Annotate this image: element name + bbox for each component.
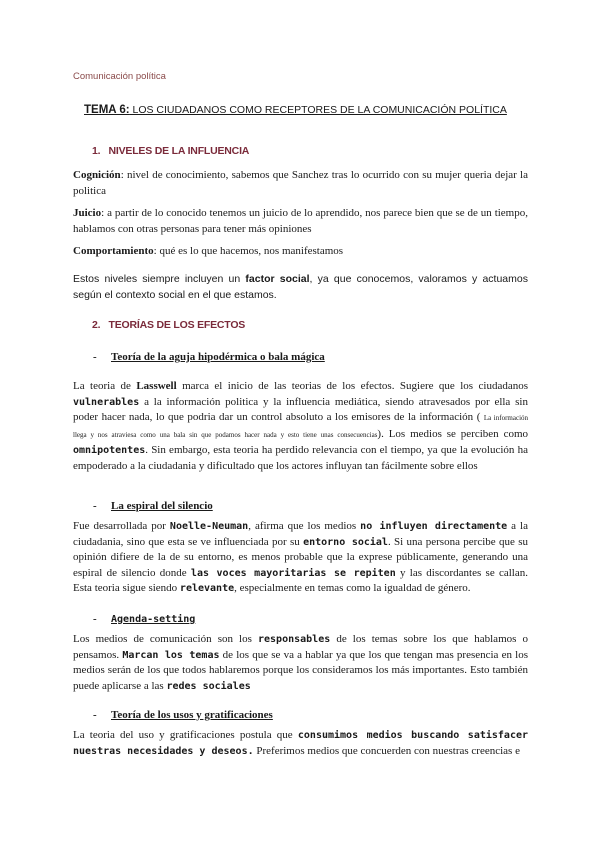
bullet-dash: - — [93, 500, 97, 512]
level-juicio — [73, 206, 528, 237]
section-heading-1 — [92, 145, 249, 157]
level-text: : nivel de conocimiento, sabemos que Sanchez tras lo ocurrido con su mujer queria dejar la politica — [73, 169, 528, 197]
level-text: : qué es lo que hacemos, nos manifestamos — [153, 245, 344, 257]
bullet-dash: - — [93, 351, 97, 363]
bold-text: consumimos medios buscando satisfacer nuestras necesidades y deseos. — [73, 730, 529, 757]
bold-text: Lasswell — [136, 380, 177, 392]
subsection-title: La espiral del silencio — [111, 500, 213, 512]
text: marca el inicio de las teorias de los efectos. Sugiere que los ciudadanos — [176, 380, 528, 392]
text: de los temas sobre los que hablamos o pensamos. — [73, 633, 528, 661]
bold-text: no influyen directamente — [360, 521, 508, 532]
section-number: 1. — [92, 145, 101, 157]
text: , afirma que los medios — [248, 520, 361, 532]
level-term: Juicio — [73, 207, 102, 219]
subsection-title: Teoría de los usos y gratificaciones — [111, 709, 273, 721]
aguja-paragraph — [73, 379, 528, 475]
text: Fue desarrollada por — [73, 520, 170, 532]
agenda-paragraph — [73, 632, 528, 694]
text: , ya que conocemos, valoramos y actuamos según el contexto social en el que estamos. — [73, 273, 528, 301]
section-number: 2. — [92, 319, 101, 331]
factor-paragraph — [73, 272, 528, 303]
text: Estos niveles siempre incluyen un — [73, 273, 246, 285]
bold-text: Marcan los temas — [122, 649, 220, 661]
text: La teoria de — [73, 380, 137, 392]
bold-text: Noelle-Neuman — [169, 521, 249, 532]
level-comportamiento — [73, 244, 528, 260]
level-cognicion — [73, 168, 528, 199]
level-term: Comportamiento — [73, 245, 154, 257]
espiral-paragraph — [73, 519, 528, 597]
text: . Sin embargo, esta teoria ha perdido relevancia con el tiempo, ya que la evolución ha empoderado a la ciudadania y dificultado que los actores influyan tan fácilmente sobre ellos — [73, 444, 528, 472]
text: , especialmente en temas como la igualdad de género. — [234, 582, 471, 595]
text: . Si una persona percibe que su opinión difiere de la de su entorno, es menos probable que la exprese públicamente, generando una espiral de silencio donde — [73, 535, 529, 579]
section-title: NIVELES DE LA INFLUENCIA — [108, 145, 250, 157]
text: ). Los medios se perciben como — [377, 427, 529, 440]
title-prefix: TEMA 6: — [84, 104, 130, 116]
section-heading-2 — [92, 319, 245, 331]
bullet-dash: - — [93, 613, 97, 625]
title-text: LOS CIUDADANOS COMO RECEPTORES DE LA COMUNICACIÓN POLÍTICA — [129, 104, 507, 116]
subsection-espiral — [93, 500, 213, 512]
bold-text: factor social — [245, 273, 310, 285]
level-text: : a partir de lo conocido tenemos un juicio de lo aprendido, nos parece bien que se de un tiempo, hablamos con otras personas para tener más opiniones — [73, 207, 528, 235]
running-header: Comunicación política — [73, 71, 166, 82]
subsection-title: Teoría de la aguja hipodérmica o bala mágica — [111, 351, 325, 363]
subsection-usos — [93, 709, 273, 721]
section-title: TEORÍAS DE LOS EFECTOS — [108, 319, 246, 331]
bold-text: vulnerables — [73, 396, 140, 408]
usos-paragraph — [73, 728, 528, 759]
text: a la información politica y la influencia mediática, siendo atravesados por ella sin poder hacer nada, lo que podria dar un control absoluto a los emisores de la información ( — [73, 395, 528, 424]
bold-text: omnipotentes — [73, 445, 146, 457]
page-title — [84, 104, 524, 116]
small-text: La información llega y nos atraviesa como una bala sin que podamos hacer nada y esto tiene unas consecuencias — [73, 414, 529, 439]
subsection-title: Agenda-setting — [111, 614, 196, 625]
bold-text: entorno social — [303, 536, 388, 548]
text: Preferimos medios que concuerden con nuestras creencias e — [253, 744, 520, 757]
text: de los que se va a hablar ya que los que tengan mas presencia en los medios serán de los que todos hablaremos porque los consideramos los más importantes. Esto también puede aplicarse a las — [73, 648, 528, 692]
bold-text: redes sociales — [166, 680, 251, 692]
bold-text: relevante — [179, 583, 235, 595]
text: Los medios de comunicación son los — [73, 633, 258, 645]
text: La teoria del uso y gratificaciones postula que — [73, 729, 298, 741]
level-term: Cognición — [73, 169, 121, 181]
subsection-aguja — [93, 351, 325, 363]
subsection-agenda — [93, 613, 195, 625]
text: a la ciudadania, sino que esta se ve influenciada por su — [73, 520, 528, 548]
text: y las discordantes se callan. Esta teoria sigue siendo — [73, 566, 528, 595]
bullet-dash: - — [93, 709, 97, 721]
bold-text: las voces mayoritarias se repiten — [190, 567, 396, 579]
bold-text: responsables — [257, 634, 331, 645]
